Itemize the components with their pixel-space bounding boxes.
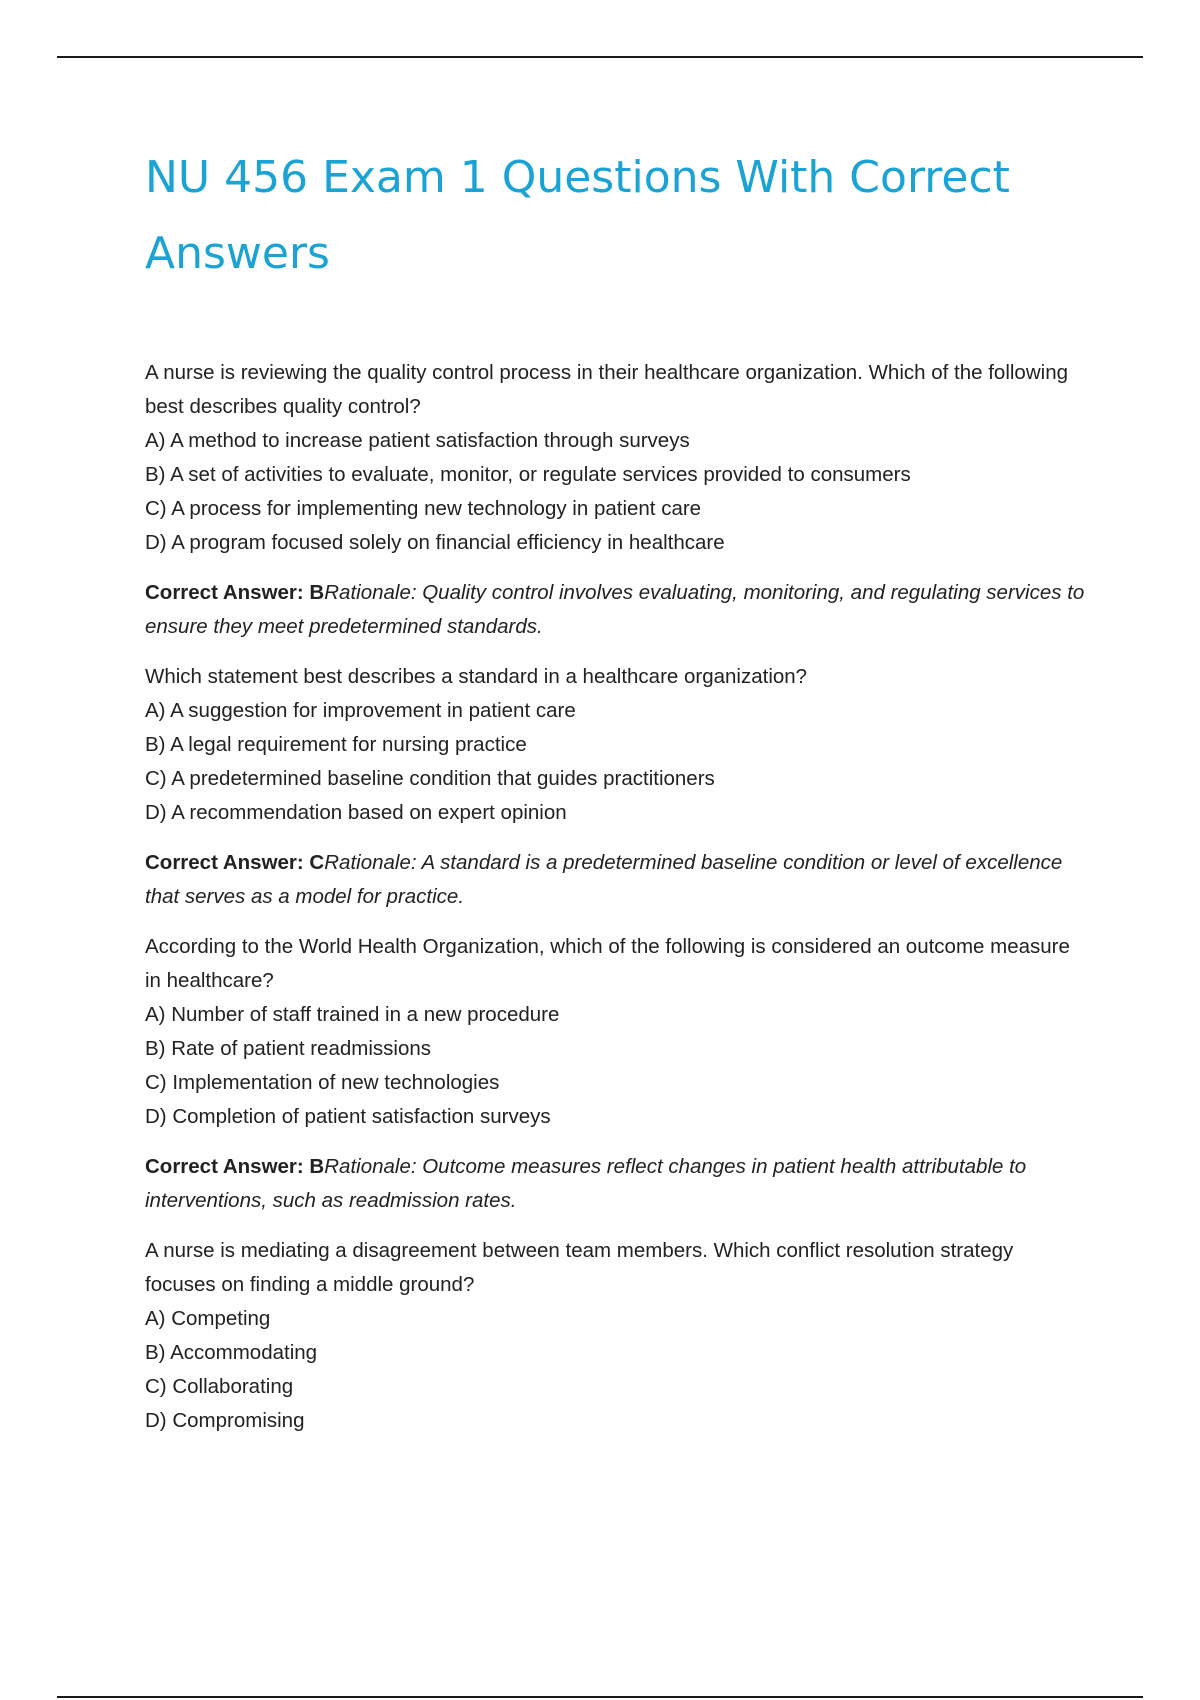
option-d: D) A program focused solely on financial efficiency in healthcare xyxy=(145,531,725,554)
option-a: A) A suggestion for improvement in patient care xyxy=(145,699,576,722)
question-4 xyxy=(145,1234,1085,1438)
question-text: According to the World Health Organization, which of the following is considered an outcome measure in healthcare? xyxy=(145,935,1070,992)
option-d: D) Completion of patient satisfaction surveys xyxy=(145,1105,551,1128)
question-text: Which statement best describes a standard in a healthcare organization? xyxy=(145,665,808,688)
question-text: A nurse is mediating a disagreement between team members. Which conflict resolution strategy focuses on finding a middle ground? xyxy=(145,1239,1014,1296)
top-rule xyxy=(57,56,1143,58)
option-d: D) A recommendation based on expert opinion xyxy=(145,801,567,824)
bottom-rule xyxy=(57,1696,1143,1698)
correct-answer-letter: C xyxy=(309,851,325,874)
correct-answer-label: Correct Answer: xyxy=(145,581,310,604)
correct-answer-label: Correct Answer: xyxy=(145,851,310,874)
correct-answer xyxy=(145,1150,1085,1218)
question-text: A nurse is reviewing the quality control process in their healthcare organization. Which of the following best describes quality control? xyxy=(145,361,1068,418)
correct-answer-label: Correct Answer: xyxy=(145,1155,310,1178)
option-b: B) Accommodating xyxy=(145,1341,318,1364)
correct-answer xyxy=(145,576,1085,644)
option-c: C) A predetermined baseline condition that guides practitioners xyxy=(145,767,715,790)
answer-options xyxy=(145,998,1085,1134)
answer-options xyxy=(145,424,1085,560)
option-c: C) A process for implementing new technology in patient care xyxy=(145,497,702,520)
option-b: B) A legal requirement for nursing practice xyxy=(145,733,527,756)
correct-answer xyxy=(145,846,1085,914)
option-c: C) Collaborating xyxy=(145,1375,294,1398)
document-title: NU 456 Exam 1 Questions With Correct Answers xyxy=(145,152,1010,279)
document-body xyxy=(145,140,1085,1438)
answer-options xyxy=(145,1302,1085,1438)
answer-options xyxy=(145,694,1085,830)
correct-answer-letter: B xyxy=(309,1155,325,1178)
option-a: A) Number of staff trained in a new procedure xyxy=(145,1003,560,1026)
option-d: D) Compromising xyxy=(145,1409,305,1432)
rationale-text: Rationale: Outcome measures reflect changes in patient health attributable to interventions, such as readmission rates. xyxy=(145,1155,1027,1212)
question-1 xyxy=(145,356,1085,644)
correct-answer-letter: B xyxy=(309,581,325,604)
option-b: B) A set of activities to evaluate, monitor, or regulate services provided to consumers xyxy=(145,463,911,486)
rationale-text: Rationale: A standard is a predetermined baseline condition or level of excellence that serves as a model for practice. xyxy=(145,851,1063,908)
rationale-text: Rationale: Quality control involves evaluating, monitoring, and regulating services to ensure they meet predetermined standards. xyxy=(145,581,1085,638)
question-list xyxy=(145,356,1085,1438)
question-3 xyxy=(145,930,1085,1218)
option-b: B) Rate of patient readmissions xyxy=(145,1037,431,1060)
option-a: A) A method to increase patient satisfaction through surveys xyxy=(145,429,690,452)
option-c: C) Implementation of new technologies xyxy=(145,1071,500,1094)
option-a: A) Competing xyxy=(145,1307,271,1330)
question-2 xyxy=(145,660,1085,914)
